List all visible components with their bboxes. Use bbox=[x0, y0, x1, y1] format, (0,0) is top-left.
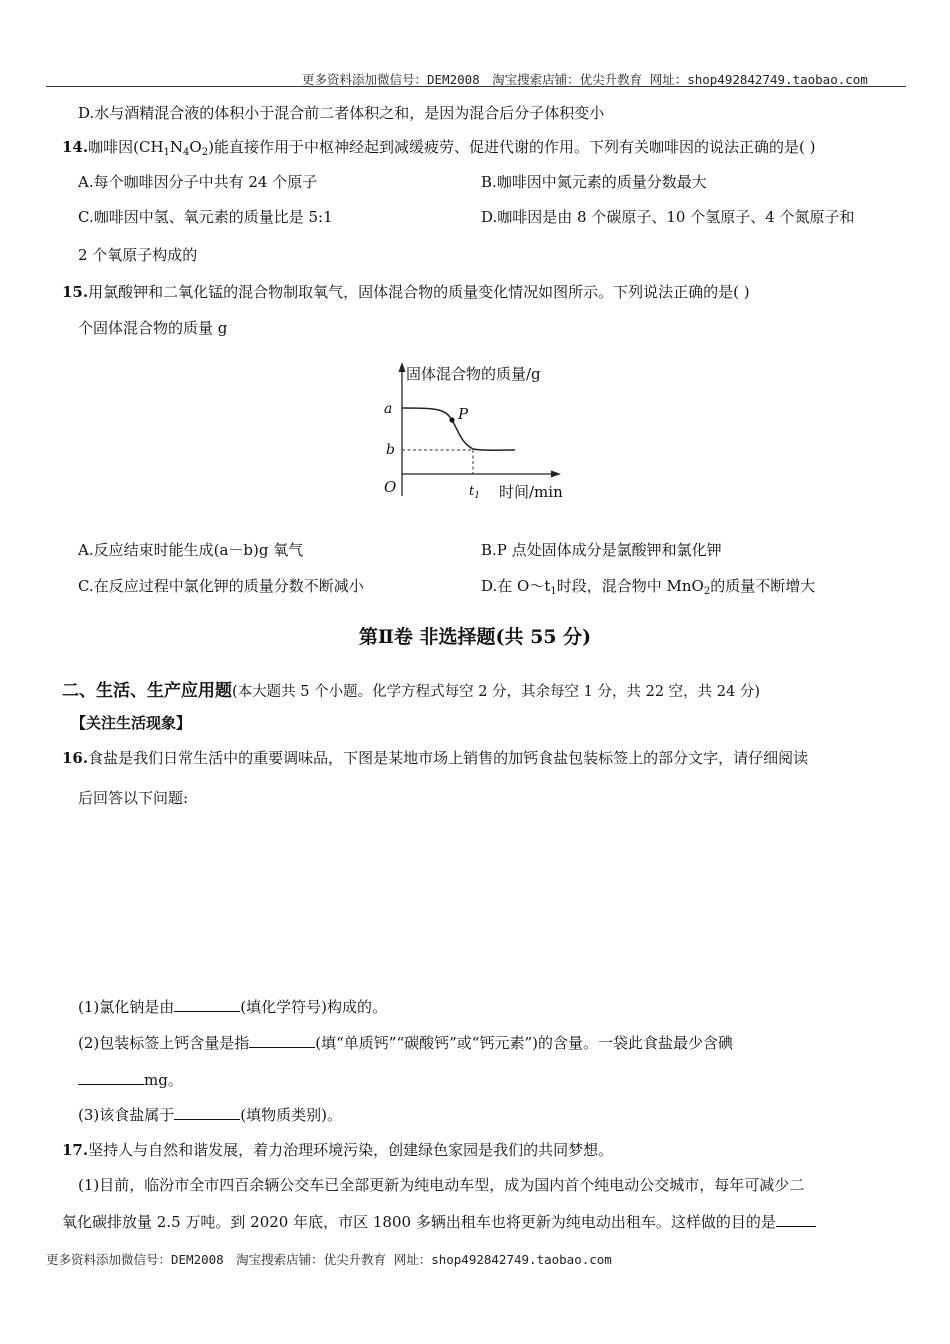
q15-option-a: A.反应结束时能生成(a－b)g 氧气 bbox=[78, 541, 304, 559]
q15-option-d-sub: 2 bbox=[703, 586, 711, 597]
q17-part-1: (1)目前，临汾市全市四百余辆公交车已全部更新为纯电动车型，成为国内首个纯电动公交城市，每年可减少二 bbox=[78, 1176, 805, 1194]
q14-number: 14. bbox=[62, 138, 89, 156]
y-axis-label: 固体混合物的质量/g bbox=[406, 365, 541, 383]
q16-p3-text: (3)该食盐属于 bbox=[78, 1106, 175, 1124]
part-2-heading bbox=[62, 676, 760, 701]
point-p bbox=[449, 417, 454, 422]
q15-option-d-sub: 1 bbox=[550, 586, 557, 597]
q14-sub: 1 bbox=[163, 147, 170, 158]
q15-number: 15. bbox=[62, 283, 89, 301]
q14-sub: 2 bbox=[201, 147, 209, 158]
x-axis-label: 时间/min bbox=[499, 483, 563, 501]
q17-stem-text: 坚持人与自然和谐发展，着力治理环境污染，创建绿色家园是我们的共同梦想。 bbox=[88, 1141, 614, 1159]
q14-stem-part: O bbox=[189, 138, 202, 156]
q16-part-3 bbox=[78, 1105, 342, 1125]
q15-stem bbox=[62, 282, 750, 302]
q16-part-2-cont bbox=[78, 1070, 183, 1090]
q15-stem-text: 用氯酸钾和二氧化锰的混合物制取氧气，固体混合物的质量变化情况如图所示。下列说法正确的是( ) bbox=[88, 283, 750, 301]
q14-sub: 4 bbox=[183, 147, 190, 158]
q16-p1-text: (填化学符号)构成的。 bbox=[240, 998, 387, 1016]
q16-stem-text: 食盐是我们日常生活中的重要调味品，下图是某地市场上销售的加钙食盐包装标签上的部分文字，请仔细阅读 bbox=[88, 749, 809, 767]
answer-blank[interactable] bbox=[174, 1105, 240, 1120]
q15-caption: 个固体混合物的质量 g bbox=[78, 319, 228, 337]
q14-option-c: C.咖啡因中氢、氧元素的质量比是 5:1 bbox=[78, 208, 333, 226]
q15-option-d-part: D.在 O～t bbox=[481, 577, 551, 595]
q15-option-d-part: 的质量不断增大 bbox=[710, 577, 816, 595]
q16-p1-text: (1)氯化钠是由 bbox=[78, 998, 175, 1016]
q14-stem-part: N bbox=[169, 138, 184, 156]
q14-stem bbox=[62, 137, 815, 157]
page-footer: 更多资料添加微信号：DEM2008 淘宝搜索店铺：优尖升教育 网址：shop492842749.taobao.com bbox=[46, 1252, 612, 1267]
answer-blank[interactable] bbox=[78, 1070, 144, 1085]
mass-time-chart bbox=[373, 350, 593, 512]
q15-option-d-part: 时段，混合物中 MnO bbox=[556, 577, 704, 595]
q14-option-d-cont: 2 个氧原子构成的 bbox=[78, 246, 198, 264]
q16-stem-cont: 后回答以下问题: bbox=[78, 789, 189, 807]
q16-p3-text: (填物质类别)。 bbox=[240, 1106, 342, 1124]
point-p-label: P bbox=[458, 405, 469, 423]
q14-option-a: A.每个咖啡因分子中共有 24 个原子 bbox=[78, 173, 318, 191]
y-marker-b: b bbox=[386, 442, 395, 458]
q14-stem-part: 咖啡因(CH bbox=[88, 138, 164, 156]
t1-main: t bbox=[469, 484, 475, 499]
q16-number: 16. bbox=[62, 749, 89, 767]
header-divider bbox=[46, 86, 906, 87]
q15-option-b: B.P 点处固体成分是氯酸钾和氯化钾 bbox=[481, 541, 722, 559]
q17-number: 17. bbox=[62, 1141, 89, 1159]
q17-part-1-cont bbox=[62, 1212, 816, 1232]
y-marker-a: a bbox=[384, 401, 393, 417]
q15-option-d bbox=[481, 576, 815, 596]
q16-p2-text: (填“单质钙”“碳酸钙”或“钙元素”)的含量。一袋此食盐最少含碘 bbox=[315, 1034, 733, 1052]
q16-part-2 bbox=[78, 1033, 733, 1053]
q17-p1-cont-text: 氧化碳排放量 2.5 万吨。到 2020 年底，市区 1800 多辆出租车也将更新为纯电动出租车。这样做的目的是 bbox=[62, 1213, 776, 1231]
t1-sub: 1 bbox=[474, 491, 480, 501]
subheading-life: 【关注生活现象】 bbox=[71, 714, 192, 732]
part-2-note: (本大题共 5 个小题。化学方程式每空 2 分，其余每空 1 分，共 22 空，共 24 分) bbox=[232, 684, 760, 700]
q14-stem-part: )能直接作用于中枢神经起到减缓疲劳、促进代谢的作用。下列有关咖啡因的说法正确的是( ) bbox=[208, 138, 816, 156]
y-axis-arrow bbox=[399, 362, 406, 372]
q16-p2-unit: mg。 bbox=[144, 1071, 183, 1089]
origin-label: O bbox=[384, 478, 397, 496]
q17-stem bbox=[62, 1140, 613, 1160]
x-axis-arrow bbox=[551, 471, 561, 478]
q13-option-d: D.水与酒精混合液的体积小于混合前二者体积之和，是因为混合后分子体积变小 bbox=[78, 104, 605, 122]
q14-option-b: B.咖啡因中氮元素的质量分数最大 bbox=[481, 173, 707, 191]
q16-p2-text: (2)包装标签上钙含量是指 bbox=[78, 1034, 250, 1052]
q14-option-d: D.咖啡因是由 8 个碳原子、10 个氢原子、4 个氮原子和 bbox=[481, 208, 855, 226]
answer-blank[interactable] bbox=[776, 1212, 816, 1227]
answer-blank[interactable] bbox=[249, 1033, 315, 1048]
x-marker-t1 bbox=[469, 484, 480, 501]
answer-blank[interactable] bbox=[174, 997, 240, 1012]
section-2-title: 第Ⅱ卷 非选择题(共 55 分) bbox=[358, 626, 592, 648]
q16-stem bbox=[62, 748, 808, 768]
page-header: 更多资料添加微信号：DEM2008 淘宝搜索店铺：优尖升教育 网址：shop492842749.taobao.com bbox=[302, 72, 868, 87]
q15-option-c: C.在反应过程中氯化钾的质量分数不断减小 bbox=[78, 577, 364, 595]
part-2-title: 二、生活、生产应用题 bbox=[62, 681, 232, 701]
q16-part-1 bbox=[78, 997, 387, 1017]
